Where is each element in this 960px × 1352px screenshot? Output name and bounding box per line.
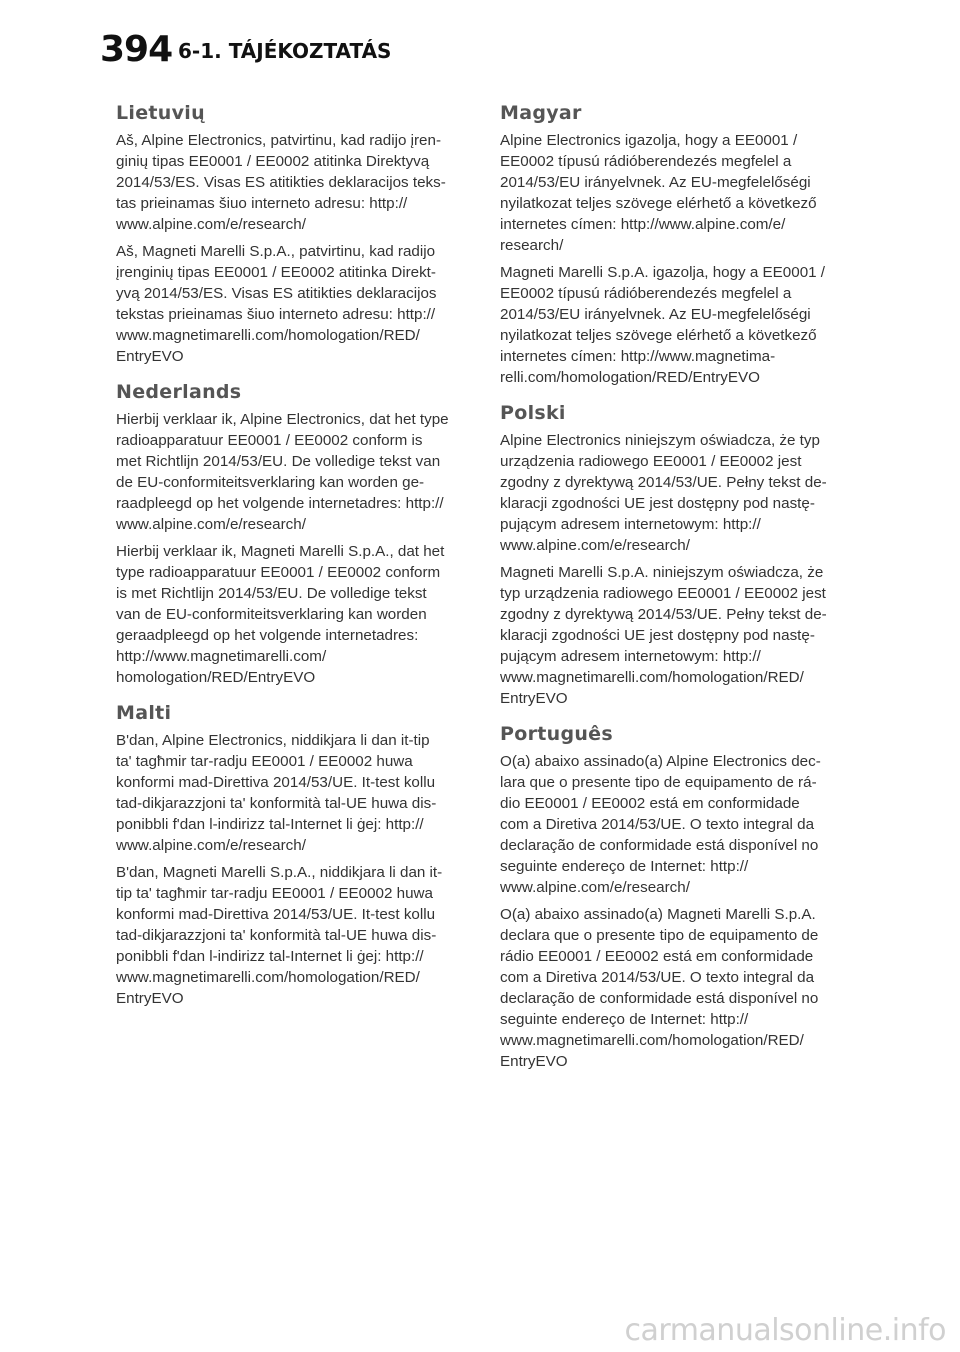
text-line: pującym adresem internetowym: http:// <box>500 648 761 665</box>
declaration-paragraph <box>116 862 461 1009</box>
text-line: konformi mad-Direttiva 2014/53/UE. It-test kollu <box>116 774 436 791</box>
text-line: Alpine Electronics igazolja, hogy a EE0001 / <box>500 132 798 149</box>
language-section <box>116 700 461 1009</box>
text-line: www.alpine.com/e/research/ <box>116 216 306 233</box>
text-line: www.magnetimarelli.com/homologation/RED/ <box>500 1032 804 1049</box>
text-line: declaração de conformidade está disponível no <box>500 837 819 854</box>
text-line: ta' tagħmir tar-radju EE0001 / EE0002 huwa <box>116 753 413 770</box>
text-line: com a Diretiva 2014/53/UE. O texto integral da <box>500 816 815 833</box>
text-line: tad-dikjarazzjoni ta' konformità tal-UE huwa dis- <box>116 927 437 944</box>
language-section <box>116 379 461 688</box>
text-line: O(a) abaixo assinado(a) Alpine Electronics dec- <box>500 753 821 770</box>
text-line: Hierbij verklaar ik, Magneti Marelli S.p.A., dat het <box>116 543 445 560</box>
page-header <box>0 0 960 80</box>
text-line: met Richtlijn 2014/53/EU. De volledige tekst van <box>116 453 441 470</box>
text-line: homologation/RED/EntryEVO <box>116 669 316 686</box>
text-line: www.magnetimarelli.com/homologation/RED/ <box>116 969 420 986</box>
text-line: seguinte endereço de Internet: http:// <box>500 858 749 875</box>
text-line: B'dan, Alpine Electronics, niddikjara li dan it-tip <box>116 732 430 749</box>
declaration-paragraph <box>116 130 461 235</box>
declaration-paragraph <box>500 562 845 709</box>
text-line: typ urządzenia radiowego EE0001 / EE0002 jest <box>500 585 826 602</box>
text-line: 2014/53/ES. Visas ES atitikties deklaracijos teks- <box>116 174 446 191</box>
text-line: EE0002 típusú rádióberendezés megfelel a <box>500 285 792 302</box>
declaration-paragraph <box>116 241 461 367</box>
text-line: EntryEVO <box>500 690 568 707</box>
text-line: http://www.magnetimarelli.com/ <box>116 648 327 665</box>
right-column <box>500 100 845 1084</box>
declaration-paragraph <box>500 430 845 556</box>
text-line: tas prieinamas šiuo interneto adresu: http:// <box>116 195 408 212</box>
text-line: EE0002 típusú rádióberendezés megfelel a <box>500 153 792 170</box>
text-line: EntryEVO <box>116 990 184 1007</box>
text-line: www.alpine.com/e/research/ <box>116 837 306 854</box>
declaration-paragraph <box>500 904 845 1072</box>
language-heading: Lietuvių <box>116 102 205 124</box>
text-line: tip ta' tagħmir tar-radju EE0001 / EE0002 huwa <box>116 885 433 902</box>
text-line: ponibbli f'dan l-indirizz tal-Internet li ġej: http:// <box>116 816 424 833</box>
text-line: Aš, Alpine Electronics, patvirtinu, kad radijo įren- <box>116 132 441 149</box>
left-column <box>116 100 461 1021</box>
text-line: de EU-conformiteitsverklaring kan worden ge- <box>116 474 425 491</box>
text-line: klaracji zgodności UE jest dostępny pod nastę- <box>500 627 815 644</box>
language-heading: Magyar <box>500 102 582 124</box>
language-section <box>500 400 845 709</box>
text-line: zgodny z dyrektywą 2014/53/UE. Pełny tekst de- <box>500 606 827 623</box>
text-line: research/ <box>500 237 564 254</box>
text-line: declaração de conformidade está disponível no <box>500 990 819 1007</box>
text-line: EntryEVO <box>500 1053 568 1070</box>
section-title: 6-1. TÁJÉKOZTATÁS <box>178 39 392 63</box>
declaration-paragraph <box>116 541 461 688</box>
language-heading: Nederlands <box>116 381 242 403</box>
watermark: carmanualsonline.info <box>624 1313 946 1348</box>
page-number: 394 <box>100 29 173 70</box>
text-line: is met Richtlijn 2014/53/EU. De volledige tekst <box>116 585 427 602</box>
text-line: www.alpine.com/e/research/ <box>116 516 306 533</box>
text-line: urządzenia radiowego EE0001 / EE0002 jest <box>500 453 802 470</box>
text-line: EntryEVO <box>116 348 184 365</box>
text-line: radioapparatuur EE0001 / EE0002 conform is <box>116 432 423 449</box>
text-line: Hierbij verklaar ik, Alpine Electronics, dat het type <box>116 411 449 428</box>
text-line: type radioapparatuur EE0001 / EE0002 conform <box>116 564 441 581</box>
language-section <box>116 100 461 367</box>
language-heading: Polski <box>500 402 566 424</box>
text-line: Alpine Electronics niniejszym oświadcza, że typ <box>500 432 820 449</box>
text-line: com a Diretiva 2014/53/UE. O texto integral da <box>500 969 815 986</box>
text-line: van de EU-conformiteitsverklaring kan worden <box>116 606 427 623</box>
text-line: 2014/53/EU irányelvnek. Az EU-megfelelőségi <box>500 306 811 323</box>
text-line: yvą 2014/53/ES. Visas ES atitikties deklaracijos <box>116 285 437 302</box>
text-line: tekstas prieinamas šiuo interneto adresu: http:// <box>116 306 436 323</box>
text-line: relli.com/homologation/RED/EntryEVO <box>500 369 760 386</box>
text-line: www.magnetimarelli.com/homologation/RED/ <box>116 327 420 344</box>
text-line: geraadpleegd op het volgende internetadres: <box>116 627 419 644</box>
text-line: B'dan, Magneti Marelli S.p.A., niddikjara li dan it- <box>116 864 443 881</box>
text-line: zgodny z dyrektywą 2014/53/UE. Pełny tekst de- <box>500 474 827 491</box>
declaration-paragraph <box>500 751 845 898</box>
text-line: seguinte endereço de Internet: http:// <box>500 1011 749 1028</box>
text-line: pującym adresem internetowym: http:// <box>500 516 761 533</box>
text-line: declara que o presente tipo de equipamento de <box>500 927 819 944</box>
text-line: įrenginių tipas EE0001 / EE0002 atitinka Direkt- <box>116 264 436 281</box>
declaration-paragraph <box>116 409 461 535</box>
text-line: raadpleegd op het volgende internetadres: http:// <box>116 495 444 512</box>
declaration-paragraph <box>116 730 461 856</box>
text-line: nyilatkozat teljes szövege elérhető a következő <box>500 327 817 344</box>
language-heading: Malti <box>116 702 172 724</box>
language-heading: Português <box>500 723 613 745</box>
text-line: www.magnetimarelli.com/homologation/RED/ <box>500 669 804 686</box>
declaration-paragraph <box>500 130 845 256</box>
text-line: Magneti Marelli S.p.A. niniejszym oświadcza, że <box>500 564 824 581</box>
text-line: tad-dikjarazzjoni ta' konformità tal-UE huwa dis- <box>116 795 437 812</box>
text-line: Magneti Marelli S.p.A. igazolja, hogy a EE0001 / <box>500 264 826 281</box>
text-line: www.alpine.com/e/research/ <box>500 537 690 554</box>
text-line: O(a) abaixo assinado(a) Magneti Marelli S.p.A. <box>500 906 816 923</box>
text-line: internetes címen: http://www.magnetima- <box>500 348 776 365</box>
language-section <box>500 100 845 388</box>
text-line: www.alpine.com/e/research/ <box>500 879 690 896</box>
text-line: ponibbli f'dan l-indirizz tal-Internet li ġej: http:// <box>116 948 424 965</box>
text-line: lara que o presente tipo de equipamento de rá- <box>500 774 817 791</box>
text-line: rádio EE0001 / EE0002 está em conformidade <box>500 948 814 965</box>
text-line: konformi mad-Direttiva 2014/53/UE. It-test kollu <box>116 906 436 923</box>
language-section <box>500 721 845 1072</box>
text-line: Aš, Magneti Marelli S.p.A., patvirtinu, kad radijo <box>116 243 436 260</box>
text-line: dio EE0001 / EE0002 está em conformidade <box>500 795 800 812</box>
declaration-paragraph <box>500 262 845 388</box>
text-line: nyilatkozat teljes szövege elérhető a következő <box>500 195 817 212</box>
text-line: ginių tipas EE0001 / EE0002 atitinka Direktyvą <box>116 153 430 170</box>
text-line: klaracji zgodności UE jest dostępny pod nastę- <box>500 495 815 512</box>
text-line: 2014/53/EU irányelvnek. Az EU-megfelelőségi <box>500 174 811 191</box>
text-line: internetes címen: http://www.alpine.com/e/ <box>500 216 786 233</box>
